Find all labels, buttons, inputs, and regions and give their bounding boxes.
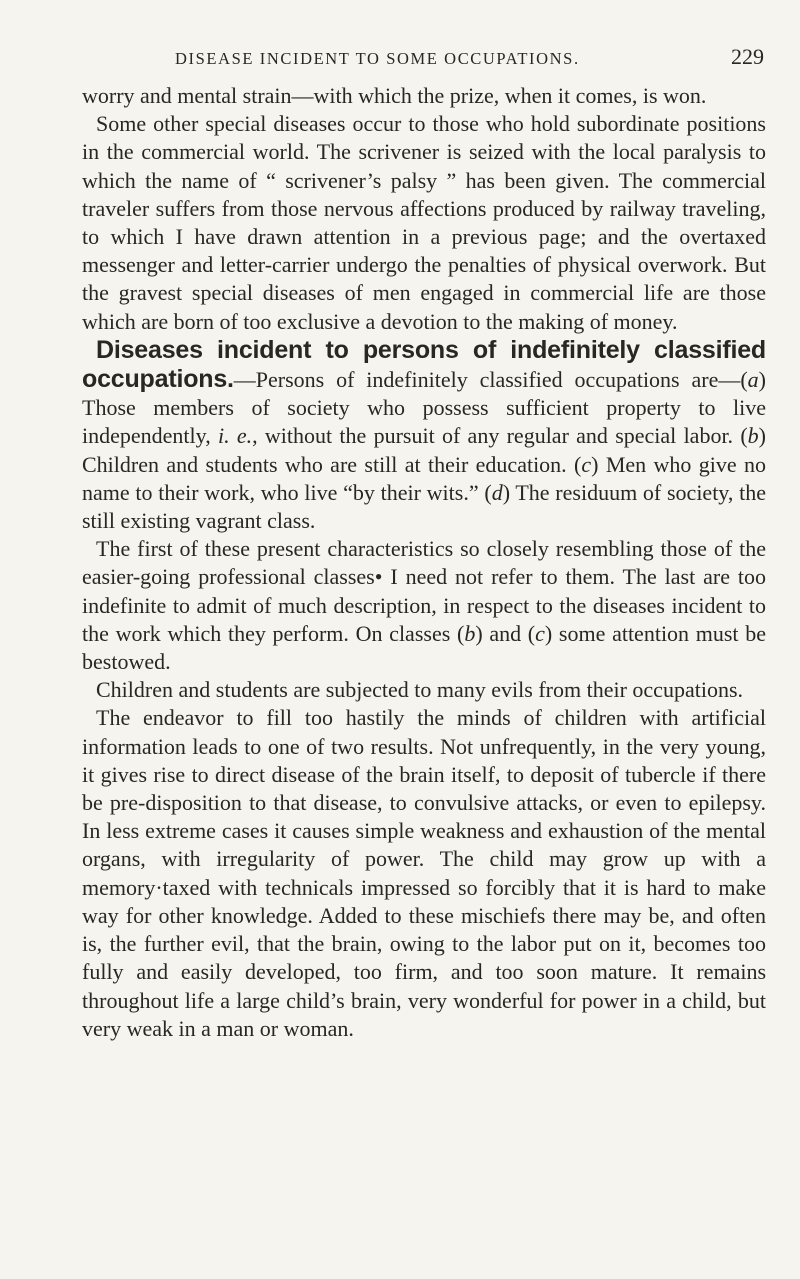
- paragraph-scrivener: Some other special diseases occur to those who hold subordinate positions in the commercial world. The scrivener is seized with the local paralysis to which the name of “ scrivener’s palsy ” has been given. The commercial traveler suffers from those nervous affections produced by railway traveling, to which I have drawn attention in a previous page; and the overtaxed messenger and letter-carrier undergo the penalties of physical overwork. But the gravest special diseases of men engaged in commercial life are those which are born of too exclusive a devotion to the making of money.: [82, 111, 766, 334]
- list-letter-a: a: [747, 367, 759, 393]
- text-run: The first of these present characteristics so closely resembling those of the easier-going professional classes• I need not refer to them. The last are too indefinite to admit of much description, in respect to the diseases incident to the work which they perform. On classes (: [82, 536, 766, 646]
- abbreviation-ie: i. e.: [217, 423, 253, 449]
- section-heading: Diseases incident to persons of indefinitely classified occupations.: [82, 335, 766, 394]
- text-run: , without the pursuit of any regular and special labor. (: [252, 423, 748, 449]
- running-head: [175, 44, 766, 72]
- text-run: ) Children and students who are still at their education. (: [82, 423, 766, 477]
- list-letter-b: b: [464, 620, 476, 646]
- running-title: DISEASE INCIDENT TO SOME OCCUPATIONS.: [175, 49, 580, 68]
- paragraph-indefinite-occupations: [82, 336, 766, 535]
- text-run: ) some attention must be bestowed.: [82, 620, 767, 675]
- list-letter-c: c: [581, 451, 592, 477]
- page-number: 229: [731, 44, 764, 69]
- text-run: —Persons of indefinitely classified occupations are—(: [233, 367, 748, 393]
- text-run: ) and (: [475, 620, 536, 646]
- paragraph-continued: worry and mental strain—with which the prize, when it comes, is won.: [82, 83, 707, 108]
- list-letter-b: b: [747, 423, 759, 449]
- text-run: ) Men who give no name to their work, who live “by their wits.” (: [82, 451, 766, 505]
- paragraph-endeavor: The endeavor to fill too hastily the minds of children with artificial information leads to one of two results. Not unfrequently, in the very young, it gives rise to direct disease of the brain itself, to deposit of tubercle if there be pre-disposition to that disease, to convulsive attacks, or even to epilepsy. In less extreme cases it causes simple weakness and exhaustion of the mental organs, with irregularity of power. The child may grow up with a memory·taxed with technicals impressed so forcibly that it is hard to make way for other knowledge. Added to these mischiefs there may be, and often is, the further evil, that the brain, owing to the labor put on it, becomes too fully and easily developed, too firm, and too soon mature. It remains throughout life a large child’s brain, very wonderful for power in a child, but very weak in a man or woman.: [82, 705, 766, 1041]
- paragraph-children-students: Children and students are subjected to many evils from their occupations.: [96, 677, 744, 703]
- text-run: ) The residuum of society, the still existing vagrant class.: [82, 479, 766, 534]
- paragraph-classes: [82, 535, 766, 676]
- list-letter-c: c: [535, 620, 545, 646]
- book-page: [82, 44, 766, 1043]
- body-text: [82, 82, 766, 1043]
- text-run: ) Those members of society who possess sufficient property to live independently,: [82, 367, 766, 449]
- list-letter-d: d: [491, 479, 503, 505]
